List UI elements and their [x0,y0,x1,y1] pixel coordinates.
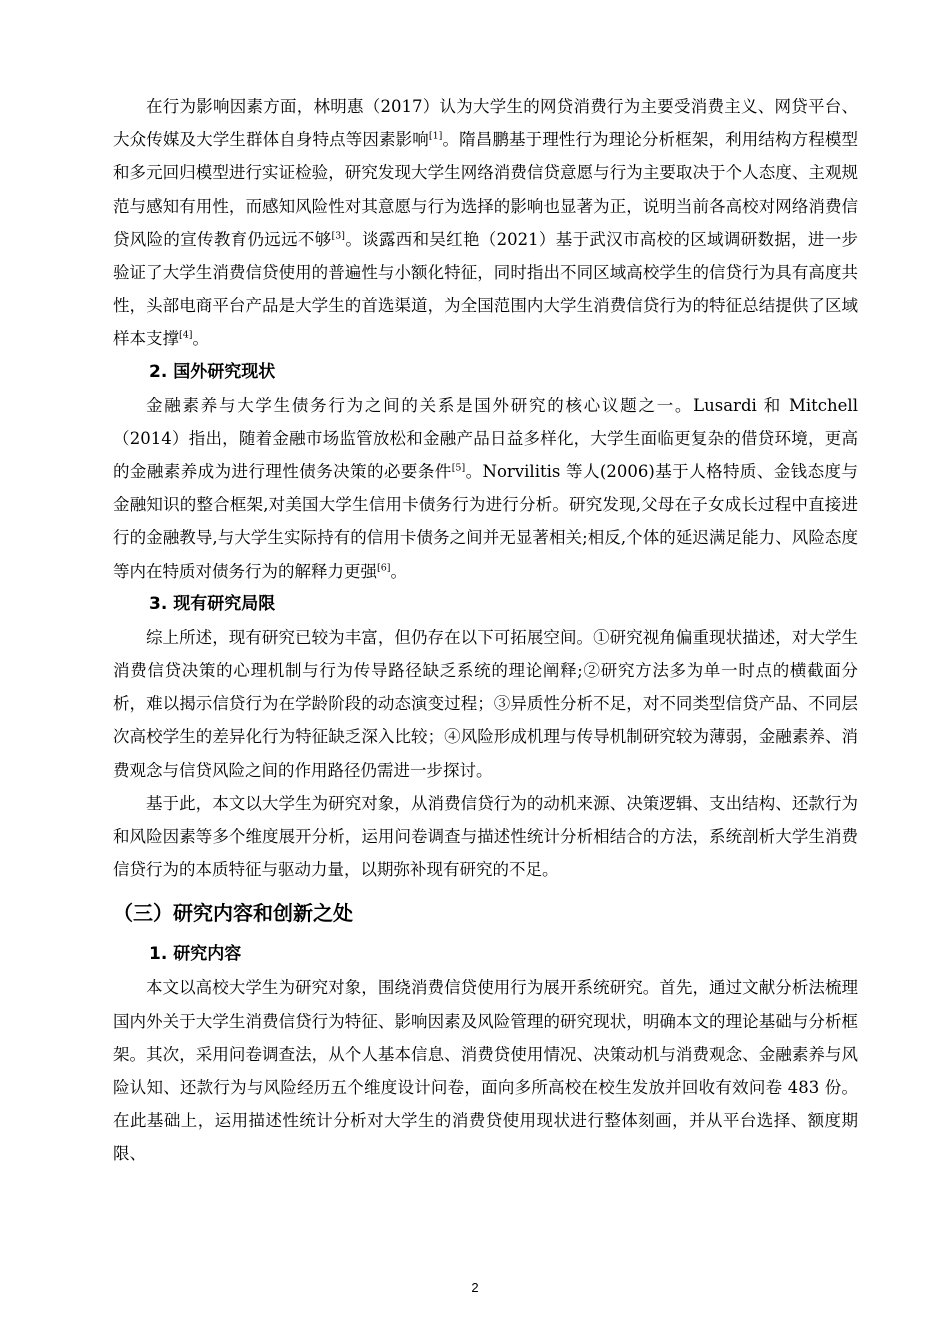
heading-research-content: 1. 研究内容 [149,944,242,965]
page-number: 2 [471,1280,479,1295]
paragraph-limitations: 综上所述，现有研究已较为丰富，但仍存在以下可拓展空间。①研究视角偏重现状描述，对大学生消费信贷决策的心理机制与行为传导路径缺乏系统的理论阐释;②研究方法多为单一时点的横截面分析，难以揭示信贷行为在学龄阶段的动态演变过程；③异质性分析不足，对不同类型信贷产品、不同层次高校学生的差异化行为特征缺乏深入比较；④风险形成机理与传导机制研究较为薄弱，金融素养、消费观念与信贷风险之间的作用路径仍需进一步探讨。 [113,627,858,780]
paragraph-research-content: 本文以高校大学生为研究对象，围绕消费信贷使用行为展开系统研究。首先，通过文献分析法梳理国内外关于大学生消费信贷行为特征、影响因素及风险管理的研究现状，明确本文的理论基础与分析框架。其次，采用问卷调查法，从个人基本信息、消费贷使用情况、决策动机与消费观念、金融素养与风险认知、还款行为与风险经历五个维度设计问卷，面向多所高校在校生发放并回收有效问卷 483 份。在此基础上，运用描述性统计分析对大学生的消费贷使用现状进行整体刻画，并从平台选择、额度期限、 [113,978,858,1164]
citation-ref: [4] [179,329,193,341]
citation-ref: [6] [377,562,391,574]
heading-section-content-innovation: （三）研究内容和创新之处 [113,901,353,926]
paragraph-influencing-factors: 在行为影响因素方面，林明惠（2017）认为大学生的网贷消费行为主要受消费主义、网贷平台、大众传媒及大学生群体自身特点等因素影响[1]。隋昌鹏基于理性行为理论分析框架，利用结构方程模型和多元回归模型进行实证检验，研究发现大学生网络消费信贷意愿与行为主要取决于个人态度、主观规范与感知有用性，而感知风险性对其意愿与行为选择的影响也显著为正，说明当前各高校对网络消费信贷风险的宣传教育仍远远不够[3]。谈露西和吴红艳（2021）基于武汉市高校的区域调研数据，进一步验证了大学生消费信贷使用的普遍性与小额化特征，同时指出不同区域高校学生的信贷行为具有高度共性，头部电商平台产品是大学生的首选渠道，为全国范围内大学生消费信贷行为的特征总结提供了区域样本支撑[4]。 [113,97,859,349]
heading-foreign-research: 2. 国外研究现状 [149,361,276,382]
citation-ref: [1] [428,130,443,142]
heading-research-limitations: 3. 现有研究局限 [149,593,276,614]
citation-ref: [5] [451,462,466,474]
document-body [113,90,858,1171]
citation-ref: [3] [331,230,346,242]
paragraph-foreign-research: 金融素养与大学生债务行为之间的关系是国外研究的核心议题之一。Lusardi 和 Mitchell（2014）指出，随着金融市场监管放松和金融产品日益多样化，大学生面临更复杂的借贷环境，更高的金融素养成为进行理性债务决策的必要条件[5]。Norvilitis 等人(2006)基于人格特质、金钱态度与金融知识的整合框架,对美国大学生信用卡债务行为进行分析。研究发现,父母在子女成长过程中直接进行的金融教导,与大学生实际持有的信用卡债务之间并无显著相关;相反,个体的延迟满足能力、风险态度等内在特质对债务行为的解释力更强[6]。 [113,395,858,581]
paragraph-approach: 基于此，本文以大学生为研究对象，从消费信贷行为的动机来源、决策逻辑、支出结构、还款行为和风险因素等多个维度展开分析，运用问卷调查与描述性统计分析相结合的方法，系统剖析大学生消费信贷行为的本质特征与驱动力量，以期弥补现有研究的不足。 [113,793,858,880]
